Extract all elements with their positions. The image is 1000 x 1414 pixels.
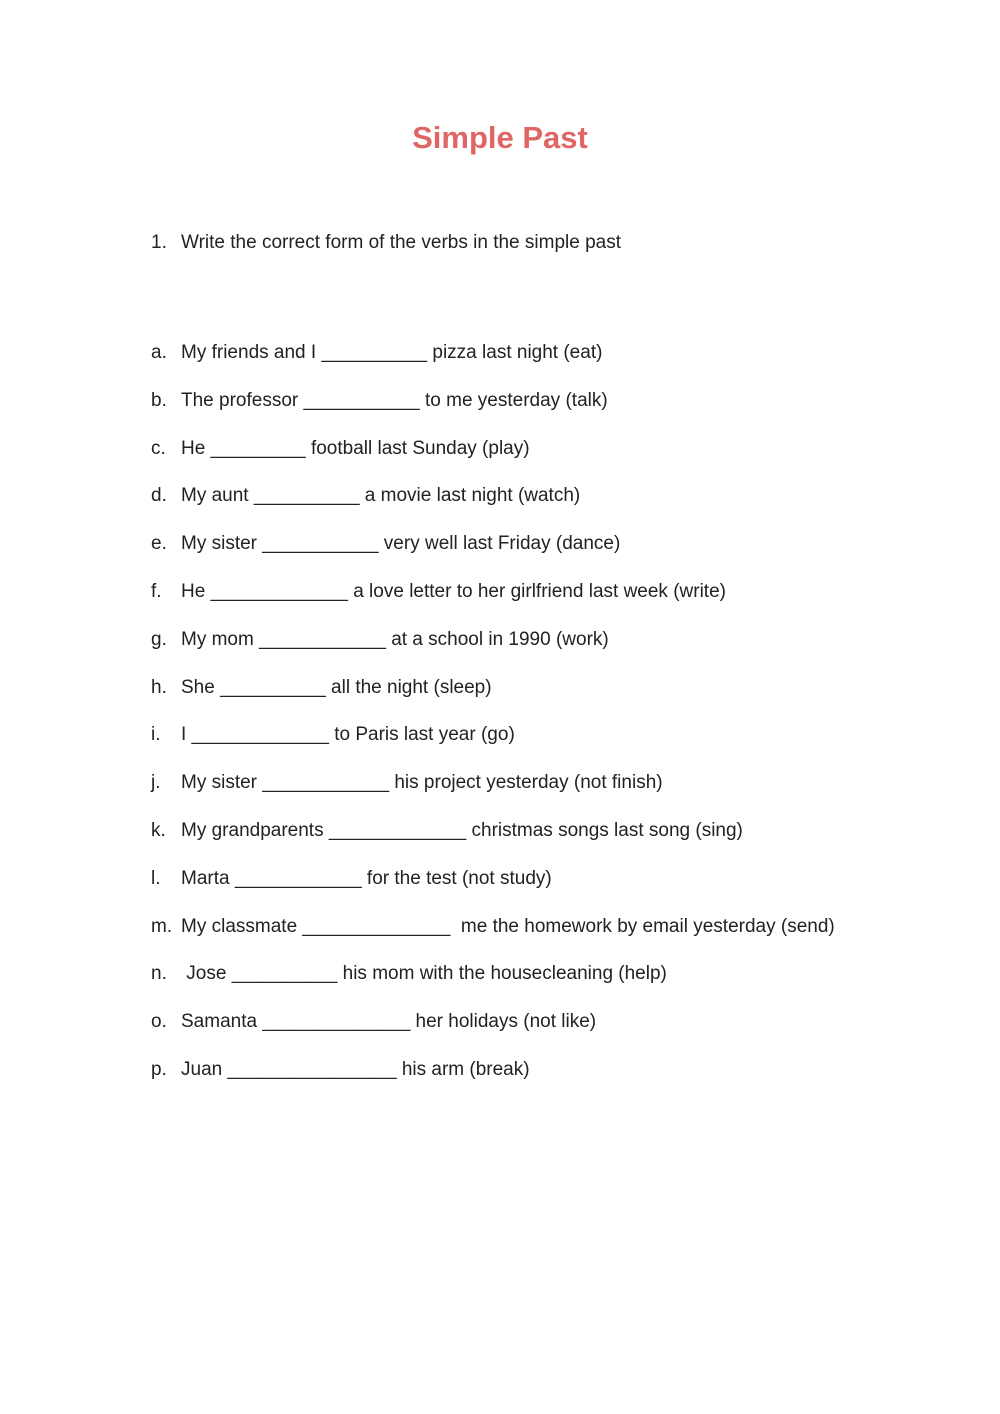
item-sentence: She __________ all the night (sleep) (181, 676, 492, 698)
item-sentence: My sister ____________ his project yesterday (not finish) (181, 772, 663, 794)
item-letter: o. (151, 1011, 167, 1033)
exercise-item-a (151, 341, 835, 389)
exercise-item-d (151, 484, 835, 532)
worksheet-title: Simple Past (412, 120, 588, 155)
item-letter: f. (151, 580, 162, 602)
item-letter: h. (151, 676, 167, 698)
item-letter: c. (151, 437, 166, 459)
exercise-item-l (151, 867, 835, 915)
exercise-number: 1. (151, 232, 167, 253)
exercise-instruction-text: Write the correct form of the verbs in the simple past (181, 232, 621, 253)
item-letter: k. (151, 819, 166, 841)
exercise-item-f (151, 580, 835, 628)
exercise-items-list (151, 341, 835, 1106)
item-letter: j. (151, 772, 161, 794)
exercise-item-m (151, 915, 835, 963)
item-letter: d. (151, 485, 167, 507)
item-sentence: My friends and I __________ pizza last night (eat) (181, 342, 603, 363)
item-letter: b. (151, 389, 167, 411)
item-letter: p. (151, 1058, 167, 1080)
item-sentence: He _____________ a love letter to her girlfriend last week (write) (181, 580, 726, 602)
item-sentence: I _____________ to Paris last year (go) (181, 724, 515, 746)
item-letter: l. (151, 867, 161, 889)
item-sentence: He _________ football last Sunday (play) (181, 437, 530, 459)
item-sentence: Samanta ______________ her holidays (not like) (181, 1011, 597, 1033)
exercise-item-j (151, 771, 835, 819)
exercise-item-c (151, 437, 835, 485)
item-sentence: Marta ____________ for the test (not study) (181, 867, 552, 889)
exercise-instruction (151, 231, 621, 255)
item-sentence: My mom ____________ at a school in 1990 (work) (181, 628, 609, 650)
item-letter: n. (151, 963, 167, 985)
exercise-item-n (151, 962, 835, 1010)
item-letter: g. (151, 628, 167, 650)
item-letter: i. (151, 724, 161, 746)
exercise-item-o (151, 1010, 835, 1058)
item-sentence: Jose __________ his mom with the housecleaning (help) (181, 963, 667, 985)
item-letter: m. (151, 915, 173, 937)
item-letter: a. (151, 342, 167, 363)
item-sentence: My sister ___________ very well last Friday (dance) (181, 533, 621, 555)
exercise-item-i (151, 723, 835, 771)
item-sentence: Juan ________________ his arm (break) (181, 1058, 530, 1080)
item-sentence: My classmate ______________ me the homework by email yesterday (send) (181, 915, 835, 937)
item-sentence: My grandparents _____________ christmas songs last song (sing) (181, 819, 743, 841)
exercise-item-p (151, 1058, 835, 1106)
item-sentence: The professor ___________ to me yesterday (talk) (181, 389, 608, 411)
exercise-item-b (151, 389, 835, 437)
exercise-item-h (151, 676, 835, 724)
item-sentence: My aunt __________ a movie last night (watch) (181, 485, 581, 507)
exercise-item-k (151, 819, 835, 867)
exercise-item-g (151, 628, 835, 676)
item-letter: e. (151, 533, 167, 555)
exercise-item-e (151, 532, 835, 580)
